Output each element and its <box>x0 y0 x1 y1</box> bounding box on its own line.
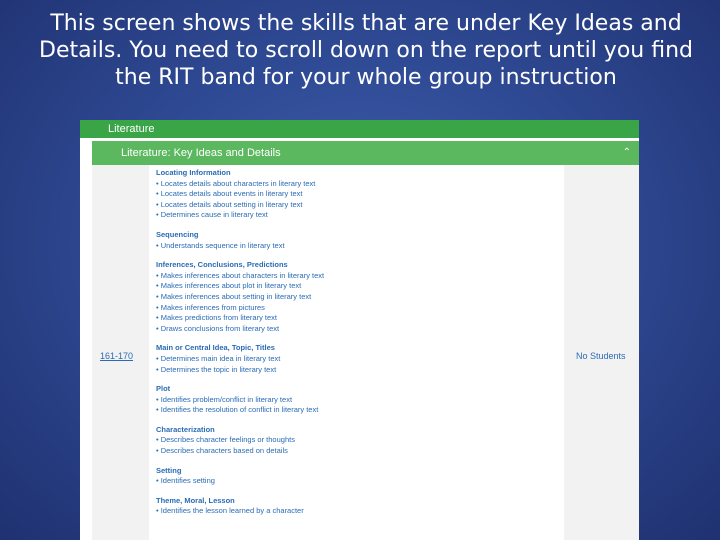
skill-item: • Makes predictions from literary text <box>156 313 556 324</box>
skill-group <box>156 466 556 487</box>
skill-item: • Makes inferences about plot in literary text <box>156 281 556 292</box>
skill-item: • Identifies the lesson learned by a character <box>156 506 556 517</box>
skill-item: • Locates details about characters in literary text <box>156 179 556 190</box>
skill-item: • Identifies problem/conflict in literary text <box>156 395 556 406</box>
skill-group <box>156 384 556 416</box>
skill-group <box>156 343 556 375</box>
skill-item: • Identifies the resolution of conflict in literary text <box>156 405 556 416</box>
skill-item: • Identifies setting <box>156 476 556 487</box>
skill-item: • Describes characters based on details <box>156 446 556 457</box>
skill-item: • Makes inferences about setting in literary text <box>156 292 556 303</box>
chevron-up-icon[interactable]: ⌃ <box>622 147 631 158</box>
skill-item: • Draws conclusions from literary text <box>156 324 556 335</box>
skill-group-title: Main or Central Idea, Topic, Titles <box>156 343 275 353</box>
skill-item: • Understands sequence in literary text <box>156 241 556 252</box>
skill-item: • Locates details about events in literary text <box>156 189 556 200</box>
report-panel <box>80 120 639 540</box>
skill-item: • Determines the topic in literary text <box>156 365 556 376</box>
skill-group <box>156 496 556 517</box>
skill-group <box>156 425 556 457</box>
rit-band-link[interactable]: 161-170 <box>100 351 134 361</box>
skill-group-title: Plot <box>156 384 171 394</box>
section-header-literature[interactable] <box>80 120 639 138</box>
skill-item: • Makes inferences about characters in literary text <box>156 271 556 282</box>
section-label: Literature <box>108 123 155 135</box>
skill-group-title: Locating Information <box>156 168 231 177</box>
slide-caption: This screen shows the skills that are under Key Ideas and Details. You need to scroll down on the report until you find the RIT band for your whole group instruction <box>39 11 693 90</box>
skill-group <box>156 260 556 334</box>
skill-item: • Determines cause in literary text <box>156 210 556 221</box>
skill-item: • Locates details about setting in literary text <box>156 200 556 211</box>
skill-group-title: Inferences, Conclusions, Predictions <box>156 260 288 270</box>
skills-list <box>156 168 556 526</box>
skill-item: • Determines main idea in literary text <box>156 354 556 365</box>
skill-item: • Describes character feelings or thoughts <box>156 435 556 446</box>
skill-group-title: Sequencing <box>156 229 199 239</box>
skill-group-title: Theme, Moral, Lesson <box>156 495 235 505</box>
skill-item: • Makes inferences from pictures <box>156 303 556 314</box>
students-status: No Students <box>576 351 626 361</box>
skill-group-title: Setting <box>156 465 182 475</box>
subsection-header-key-ideas[interactable] <box>92 141 639 165</box>
skill-group <box>156 230 556 251</box>
subsection-label: Literature: Key Ideas and Details <box>121 147 281 159</box>
skill-group <box>156 168 556 221</box>
skill-group-title: Characterization <box>156 424 215 434</box>
